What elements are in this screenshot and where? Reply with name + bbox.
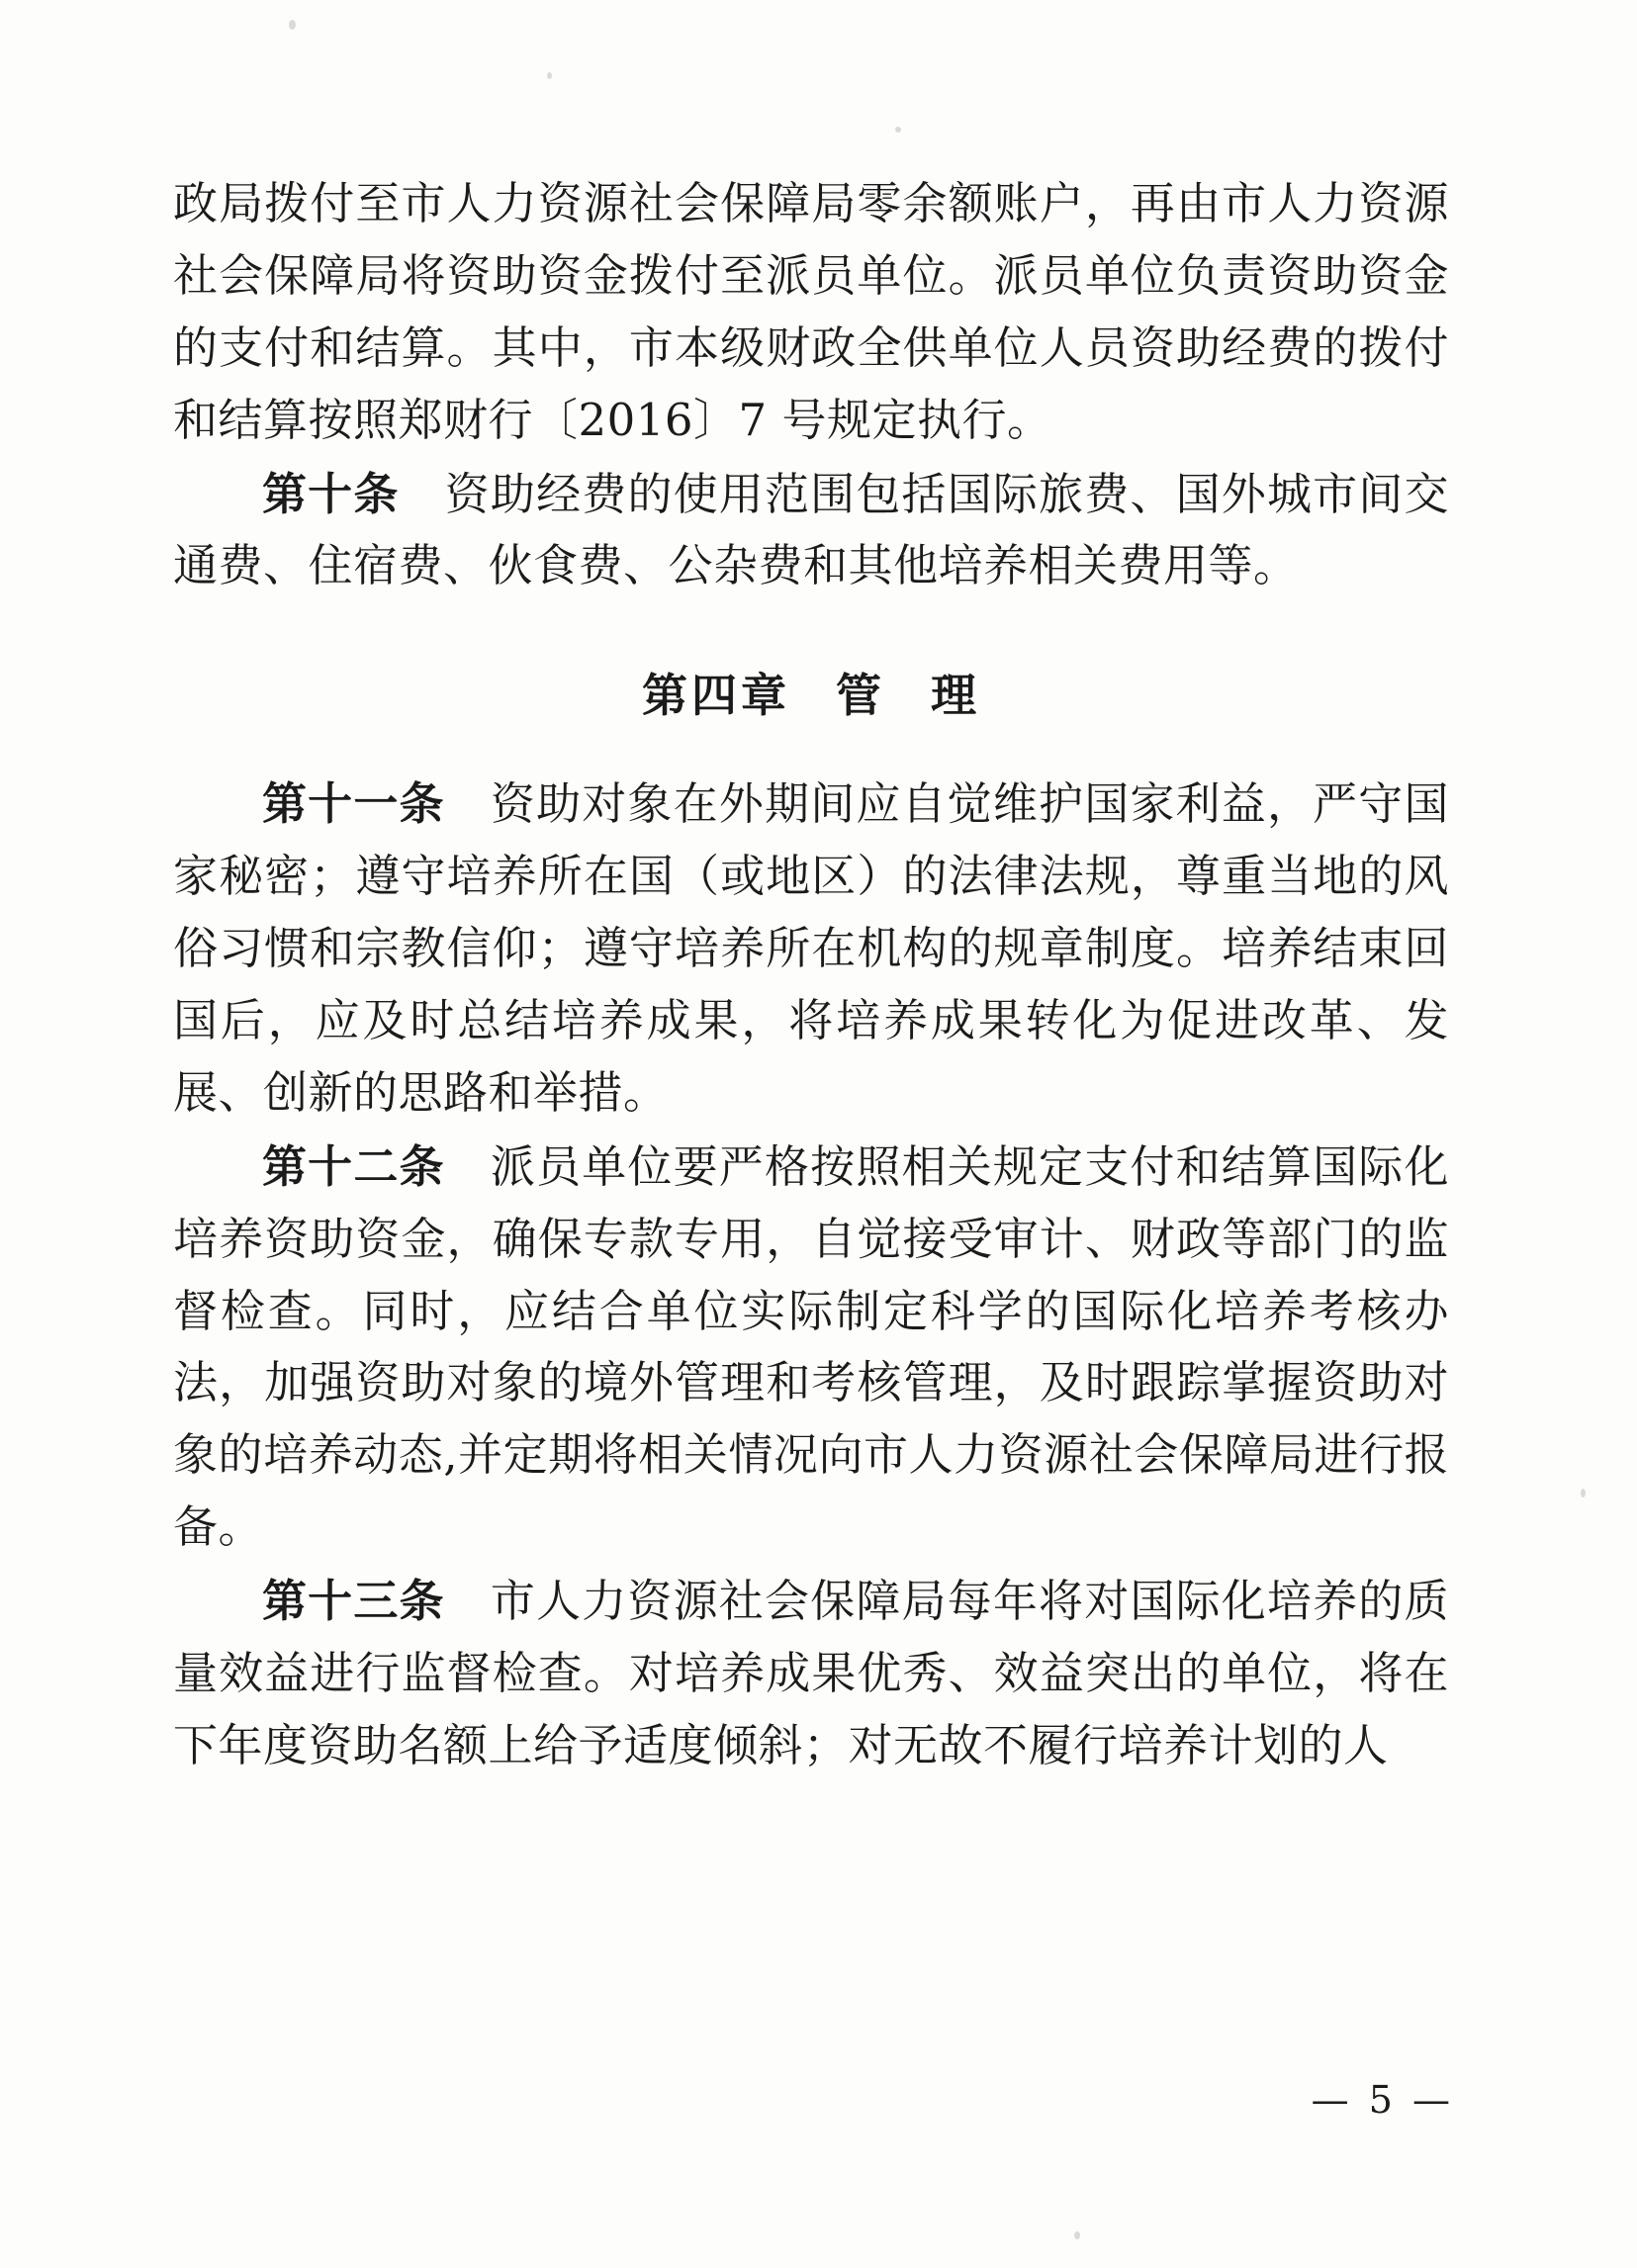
paper-speck — [1581, 1489, 1586, 1497]
paragraph-continued — [173, 168, 1449, 457]
paragraph-text: 市人力资源社会保障局每年将对国际化培养的质量效益进行监督检查。对培养成果优秀、效益突出的单位，将在下年度资助名额上给予适度倾斜；对无故不履行培养计划的人 — [173, 1575, 1449, 1771]
article-label: 第十二条 — [262, 1139, 445, 1193]
paragraph-article-10 — [173, 459, 1449, 603]
paragraph-article-13 — [173, 1566, 1449, 1782]
paragraph-text: 派员单位要严格按照相关规定支付和结算国际化培养资助资金，确保专款专用，自觉接受审计、财政等部门的监督检查。同时，应结合单位实际制定科学的国际化培养考核办法，加强资助对象的境外管理和考核管理，及时跟踪掌握资助对象的培养动态,并定期将相关情况向市人力资源社会保障局进行报备。 — [173, 1139, 1449, 1554]
article-label: 第十条 — [262, 467, 400, 520]
paragraph-text: 资助经费的使用范围包括国际旅费、国外城市间交通费、住宿费、伙食费、公杂费和其他培养相关费用等。 — [173, 467, 1449, 592]
paragraph-text: 政局拨付至市人力资源社会保障局零余额账户，再由市人力资源社会保障局将资助资金拨付至派员单位。派员单位负责资助资金的支付和结算。其中，市本级财政全供单位人员资助经费的拨付和结算按照郑财行〔2016〕7 号规定执行。 — [173, 177, 1449, 446]
chapter-word-second: 理 — [931, 669, 980, 723]
paragraph-article-11 — [173, 769, 1449, 1129]
paper-speck — [1074, 2231, 1080, 2239]
paper-speck — [289, 20, 296, 30]
chapter-prefix: 第四章 — [642, 669, 790, 723]
chapter-heading — [173, 660, 1449, 725]
page-number: — 5 — — [1311, 2078, 1454, 2122]
document-body — [173, 168, 1449, 1784]
paper-speck — [895, 127, 901, 133]
chapter-word-first: 管 — [836, 669, 885, 723]
article-label: 第十一条 — [262, 777, 445, 831]
paragraph-article-12 — [173, 1132, 1449, 1564]
paper-speck — [547, 72, 552, 79]
article-label: 第十三条 — [262, 1575, 445, 1628]
paragraph-text: 资助对象在外期间应自觉维护国家利益，严守国家秘密；遵守培养所在国（或地区）的法律法规，尊重当地的风俗习惯和宗教信仰；遵守培养所在机构的规章制度。培养结束回国后，应及时总结培养成果，将培养成果转化为促进改革、发展、创新的思路和举措。 — [173, 777, 1449, 1119]
